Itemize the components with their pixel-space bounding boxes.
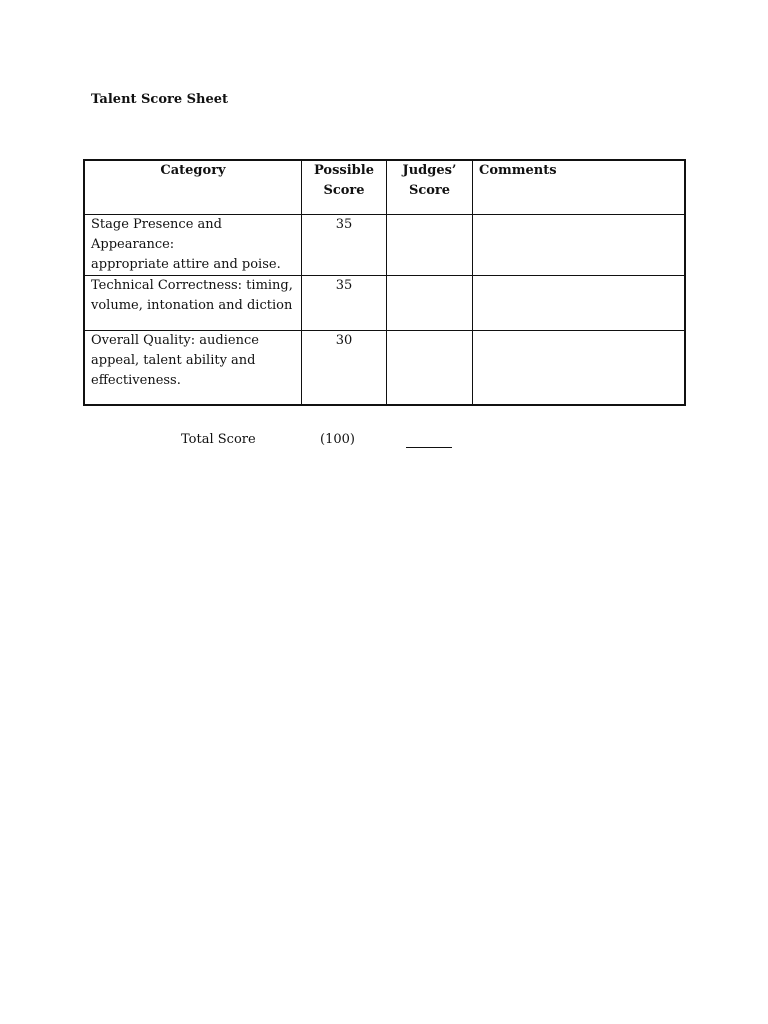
total-score-label: Total Score [181, 432, 256, 447]
score-table [83, 159, 686, 406]
category-text-line: volume, intonation and diction [91, 298, 293, 313]
category-cell [84, 331, 302, 406]
comments-cell[interactable] [473, 215, 686, 276]
category-cell [84, 215, 302, 276]
category-text-line: effectiveness. [91, 373, 181, 388]
header-category-label: Category [160, 163, 226, 178]
judges-score-cell[interactable] [387, 215, 473, 276]
category-text-line: Stage Presence and Appearance: [91, 217, 222, 252]
table-row [84, 215, 685, 276]
table-row [84, 331, 685, 406]
header-comments [473, 160, 686, 215]
possible-score-cell: 35 [302, 276, 387, 331]
header-possible-line2: Score [323, 183, 365, 198]
header-possible-score [302, 160, 387, 215]
judges-score-cell[interactable] [387, 331, 473, 406]
header-judges-line2: Score [408, 183, 451, 198]
page-title: Talent Score Sheet [91, 92, 229, 107]
header-judges-line1: Judges’ [402, 163, 457, 178]
table-header-row [84, 160, 685, 215]
category-text-line: Overall Quality: audience [91, 333, 259, 348]
category-text-line: appropriate attire and poise. [91, 257, 281, 272]
possible-score-cell: 30 [302, 331, 387, 406]
header-comments-label: Comments [479, 163, 557, 178]
possible-score-cell: 35 [302, 215, 387, 276]
header-judges-score [387, 160, 473, 215]
category-text-line: appeal, talent ability and [91, 353, 256, 368]
table-row [84, 276, 685, 331]
category-cell [84, 276, 302, 331]
total-score-blank-line[interactable] [406, 447, 452, 448]
judges-score-cell[interactable] [387, 276, 473, 331]
category-text-line: Technical Correctness: timing, [91, 278, 293, 293]
total-score-max: (100) [320, 432, 355, 447]
comments-cell[interactable] [473, 331, 686, 406]
comments-cell[interactable] [473, 276, 686, 331]
header-possible-line1: Possible [314, 163, 374, 178]
header-category [84, 160, 302, 215]
